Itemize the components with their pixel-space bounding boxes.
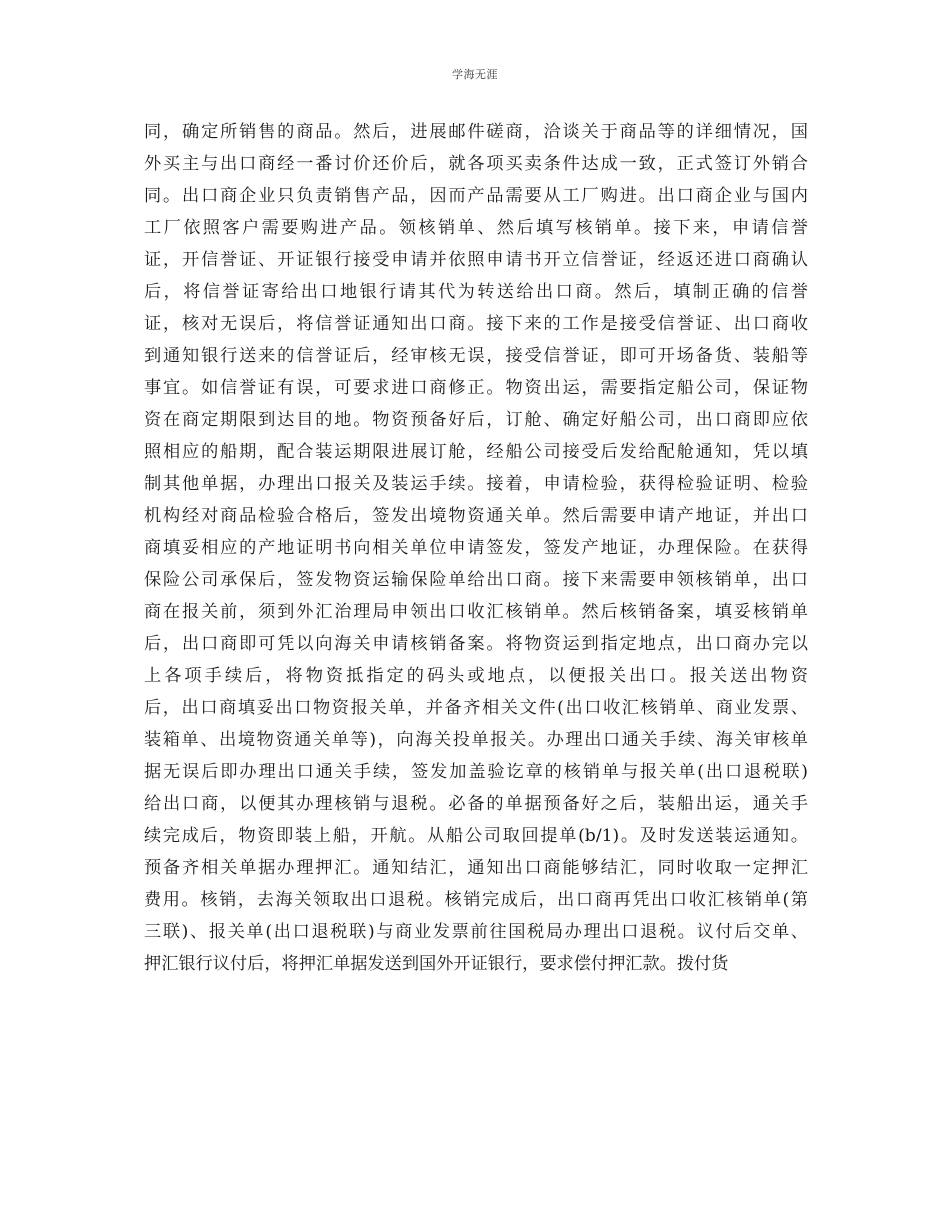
text-line: 照相应的船期，配合装运期限进展订舱，经船公司接受后发给配舱通知，凭以填 xyxy=(144,442,808,462)
text-line: 押汇银行议付后，将押汇单据发送到国外开证银行，要求偿付押汇款。拨付货 xyxy=(144,954,729,974)
text-line: 据无误后即办理出口通关手续，签发加盖验讫章的核销单与报关单(出口退税联) xyxy=(144,762,808,782)
text-line: 事宜。如信誉证有误，可要求进口商修正。物资出运，需要指定船公司，保证物 xyxy=(144,378,808,398)
text-line: 外买主与出口商经一番讨价还价后，就各项买卖条件达成一致，正式签订外销合 xyxy=(144,154,808,174)
text-line: 费用。核销，去海关领取出口退税。核销完成后，出口商再凭出口收汇核销单(第 xyxy=(144,890,808,910)
text-line: 三联)、报关单(出口退税联)与商业发票前往国税局办理出口退税。议付后交单、 xyxy=(144,922,808,942)
text-line: 资在商定期限到达目的地。物资预备好后，订舱、确定好船公司，出口商即应依 xyxy=(144,410,808,430)
text-line: 保险公司承保后，签发物资运输保险单给出口商。接下来需要申领核销单，出口 xyxy=(144,570,808,590)
text-line: 续完成后，物资即装上船，开航。从船公司取回提单(b/1)。及时发送装运通知。 xyxy=(144,826,808,846)
text-line: 商填妥相应的产地证明书向相关单位申请签发，签发产地证，办理保险。在获得 xyxy=(144,538,808,558)
text-line: 机构经对商品检验合格后，签发出境物资通关单。然后需要申请产地证，并出口 xyxy=(144,506,808,526)
text-line: 证，核对无误后，将信誉证通知出口商。接下来的工作是接受信誉证、出口商收 xyxy=(144,314,808,334)
text-line: 同。出口商企业只负责销售产品，因而产品需要从工厂购进。出口商企业与国内 xyxy=(144,186,808,206)
text-line: 后，将信誉证寄给出口地银行请其代为转送给出口商。然后，填制正确的信誉 xyxy=(144,282,808,302)
page-header: 学海无涯 xyxy=(452,68,498,81)
text-line: 商在报关前，须到外汇治理局申领出口收汇核销单。然后核销备案，填妥核销单 xyxy=(144,602,808,622)
text-line: 给出口商，以便其办理核销与退税。必备的单据预备好之后，装船出运，通关手 xyxy=(144,794,808,814)
text-line: 预备齐相关单据办理押汇。通知结汇，通知出口商能够结汇，同时收取一定押汇 xyxy=(144,858,808,878)
text-line: 制其他单据，办理出口报关及装运手续。接着，申请检验，获得检验证明、检验 xyxy=(144,474,808,494)
text-line: 上各项手续后，将物资抵指定的码头或地点，以便报关出口。报关送出物资 xyxy=(144,666,808,686)
text-line: 证，开信誉证、开证银行接受申请并依照申请书开立信誉证，经返还进口商确认 xyxy=(144,250,808,270)
text-line: 装箱单、出境物资通关单等)，向海关投单报关。办理出口通关手续、海关审核单 xyxy=(144,730,808,750)
text-line: 到通知银行送来的信誉证后，经审核无误，接受信誉证，即可开场备货、装船等 xyxy=(144,346,808,366)
text-line: 后，出口商填妥出口物资报关单，并备齐相关文件(出口收汇核销单、商业发票、 xyxy=(144,698,808,718)
text-line: 工厂依照客户需要购进产品。领核销单、然后填写核销单。接下来，申请信誉 xyxy=(144,218,808,238)
text-line: 后，出口商即可凭以向海关申请核销备案。将物资运到指定地点，出口商办完以 xyxy=(144,634,808,654)
body-text xyxy=(144,116,808,980)
text-line: 同，确定所销售的商品。然后，进展邮件磋商，洽谈关于商品等的详细情况，国 xyxy=(144,122,808,142)
